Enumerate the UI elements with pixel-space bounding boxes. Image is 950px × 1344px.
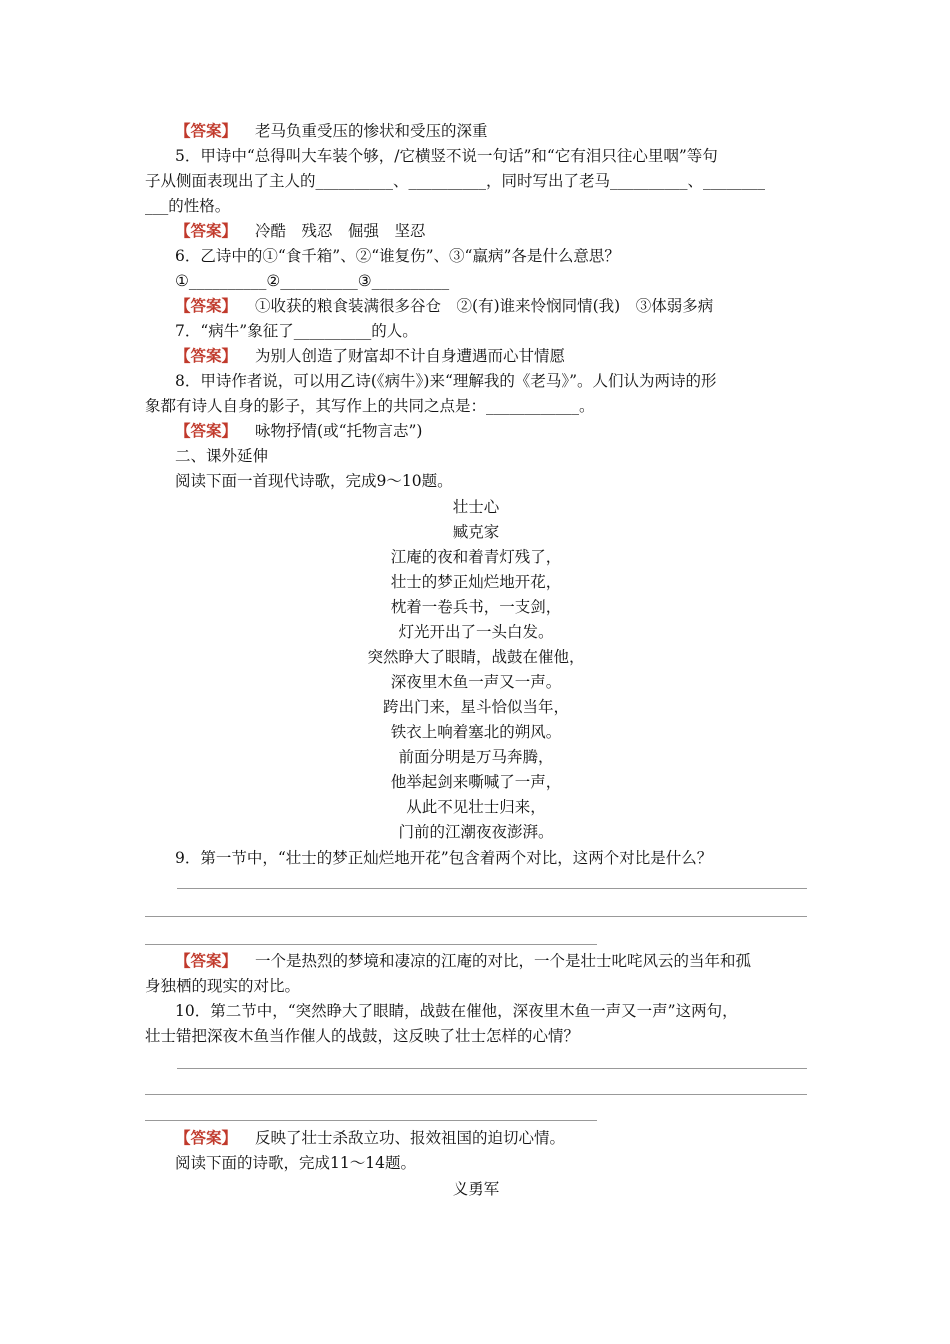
answer-text: 老马负重受压的惨状和受压的深重 (255, 122, 488, 140)
answer-9 (175, 950, 751, 972)
answer-rule (177, 888, 807, 889)
question-6-line-1: 6．乙诗中的①“食千箱”、②“谁复伤”、③“羸病”各是什么意思？ (175, 247, 620, 265)
question-5-line-1: 5．甲诗中“总得叫大车装个够，/它横竖不说一句话”和“它有泪只往心里咽”等句 (175, 147, 718, 165)
question-6-blanks: ①__________②__________③__________ (175, 272, 450, 290)
answer-rule (145, 1094, 807, 1095)
answer-tag: 【答案】 (175, 1128, 238, 1147)
answer-7 (175, 345, 565, 367)
poem-line: 他举起剑来嘶喊了一声， (390, 773, 562, 791)
poem-line: 铁衣上响着塞北的朔风。 (390, 723, 562, 741)
poem-line: 灯光开出了一头白发。 (398, 623, 554, 641)
answer-tag: 【答案】 (175, 121, 238, 140)
question-9: 9．第一节中，“壮士的梦正灿烂地开花”包含着两个对比，这两个对比是什么？ (175, 849, 713, 867)
answer-5 (175, 220, 426, 242)
poem-2-title: 义勇军 (452, 1180, 500, 1198)
answer-text: 冷酷 残忍 倔强 坚忍 (255, 222, 426, 240)
poem-line: 深夜里木鱼一声又一声。 (390, 673, 562, 691)
question-8-line-1: 8．甲诗作者说，可以用乙诗(《病牛》)来“理解我的《老马》”。人们认为两诗的形 (175, 372, 717, 390)
answer-text: 反映了壮士杀敌立功、报效祖国的迫切心情。 (255, 1129, 566, 1147)
answer-tag: 【答案】 (175, 951, 238, 970)
answer-rule (177, 1068, 807, 1069)
answer-text: 为别人创造了财富却不计自身遭遇而心甘情愿 (255, 347, 566, 365)
reading-instruction: 阅读下面一首现代诗歌，完成9～10题。 (175, 472, 453, 490)
poem-title: 壮士心 (452, 498, 500, 516)
poem-line: 枕着一卷兵书，一支剑， (390, 598, 562, 616)
poem-line: 门前的江潮夜夜澎湃。 (398, 823, 554, 841)
poem-line: 突然睁大了眼睛，战鼓在催他， (367, 648, 585, 666)
answer-text: 一个是热烈的梦境和凄凉的江庵的对比，一个是壮士叱咤风云的当年和孤 (255, 952, 752, 970)
answer-tag: 【答案】 (175, 421, 238, 440)
answer-6 (175, 295, 713, 317)
question-10-line-2: 壮士错把深夜木鱼当作催人的战鼓，这反映了壮士怎样的心情？ (145, 1027, 580, 1045)
answer-tag: 【答案】 (175, 221, 238, 240)
reading-instruction-2: 阅读下面的诗歌，完成11～14题。 (175, 1154, 416, 1172)
answer-4 (175, 120, 488, 142)
poem-line: 从此不见壮士归来， (406, 798, 546, 816)
poem-line: 江庵的夜和着青灯残了， (390, 548, 562, 566)
poem-author: 臧克家 (452, 523, 500, 541)
question-8-line-2: 象都有诗人自身的影子，其写作上的共同之点是：____________。 (145, 397, 595, 415)
answer-rule (145, 916, 807, 917)
answer-10 (175, 1127, 565, 1149)
answer-9-line-2: 身独栖的现实的对比。 (145, 977, 301, 995)
section-heading: 二、课外延伸 (175, 447, 269, 465)
poem-line: 跨出门来，星斗恰似当年， (382, 698, 569, 716)
question-7: 7．“病牛”象征了__________的人。 (175, 322, 418, 340)
answer-text: ①收获的粮食装满很多谷仓 ②(有)谁来怜悯同情(我) ③体弱多病 (255, 297, 714, 315)
answer-text: 咏物抒情(或“托物言志”) (255, 422, 423, 440)
question-10-line-1: 10．第二节中，“突然睁大了眼睛，战鼓在催他，深夜里木鱼一声又一声”这两句， (175, 1002, 738, 1020)
answer-8 (175, 420, 422, 442)
question-5-line-3: ___的性格。 (145, 197, 231, 215)
answer-rule (145, 1120, 597, 1121)
question-5-line-2: 子从侧面表现出了主人的__________、__________，同时写出了老马__________、________ (145, 172, 766, 190)
poem-line: 前面分明是万马奔腾， (398, 748, 554, 766)
poem-line: 壮士的梦正灿烂地开花， (390, 573, 562, 591)
answer-rule (145, 944, 597, 945)
answer-tag: 【答案】 (175, 296, 238, 315)
answer-tag: 【答案】 (175, 346, 238, 365)
